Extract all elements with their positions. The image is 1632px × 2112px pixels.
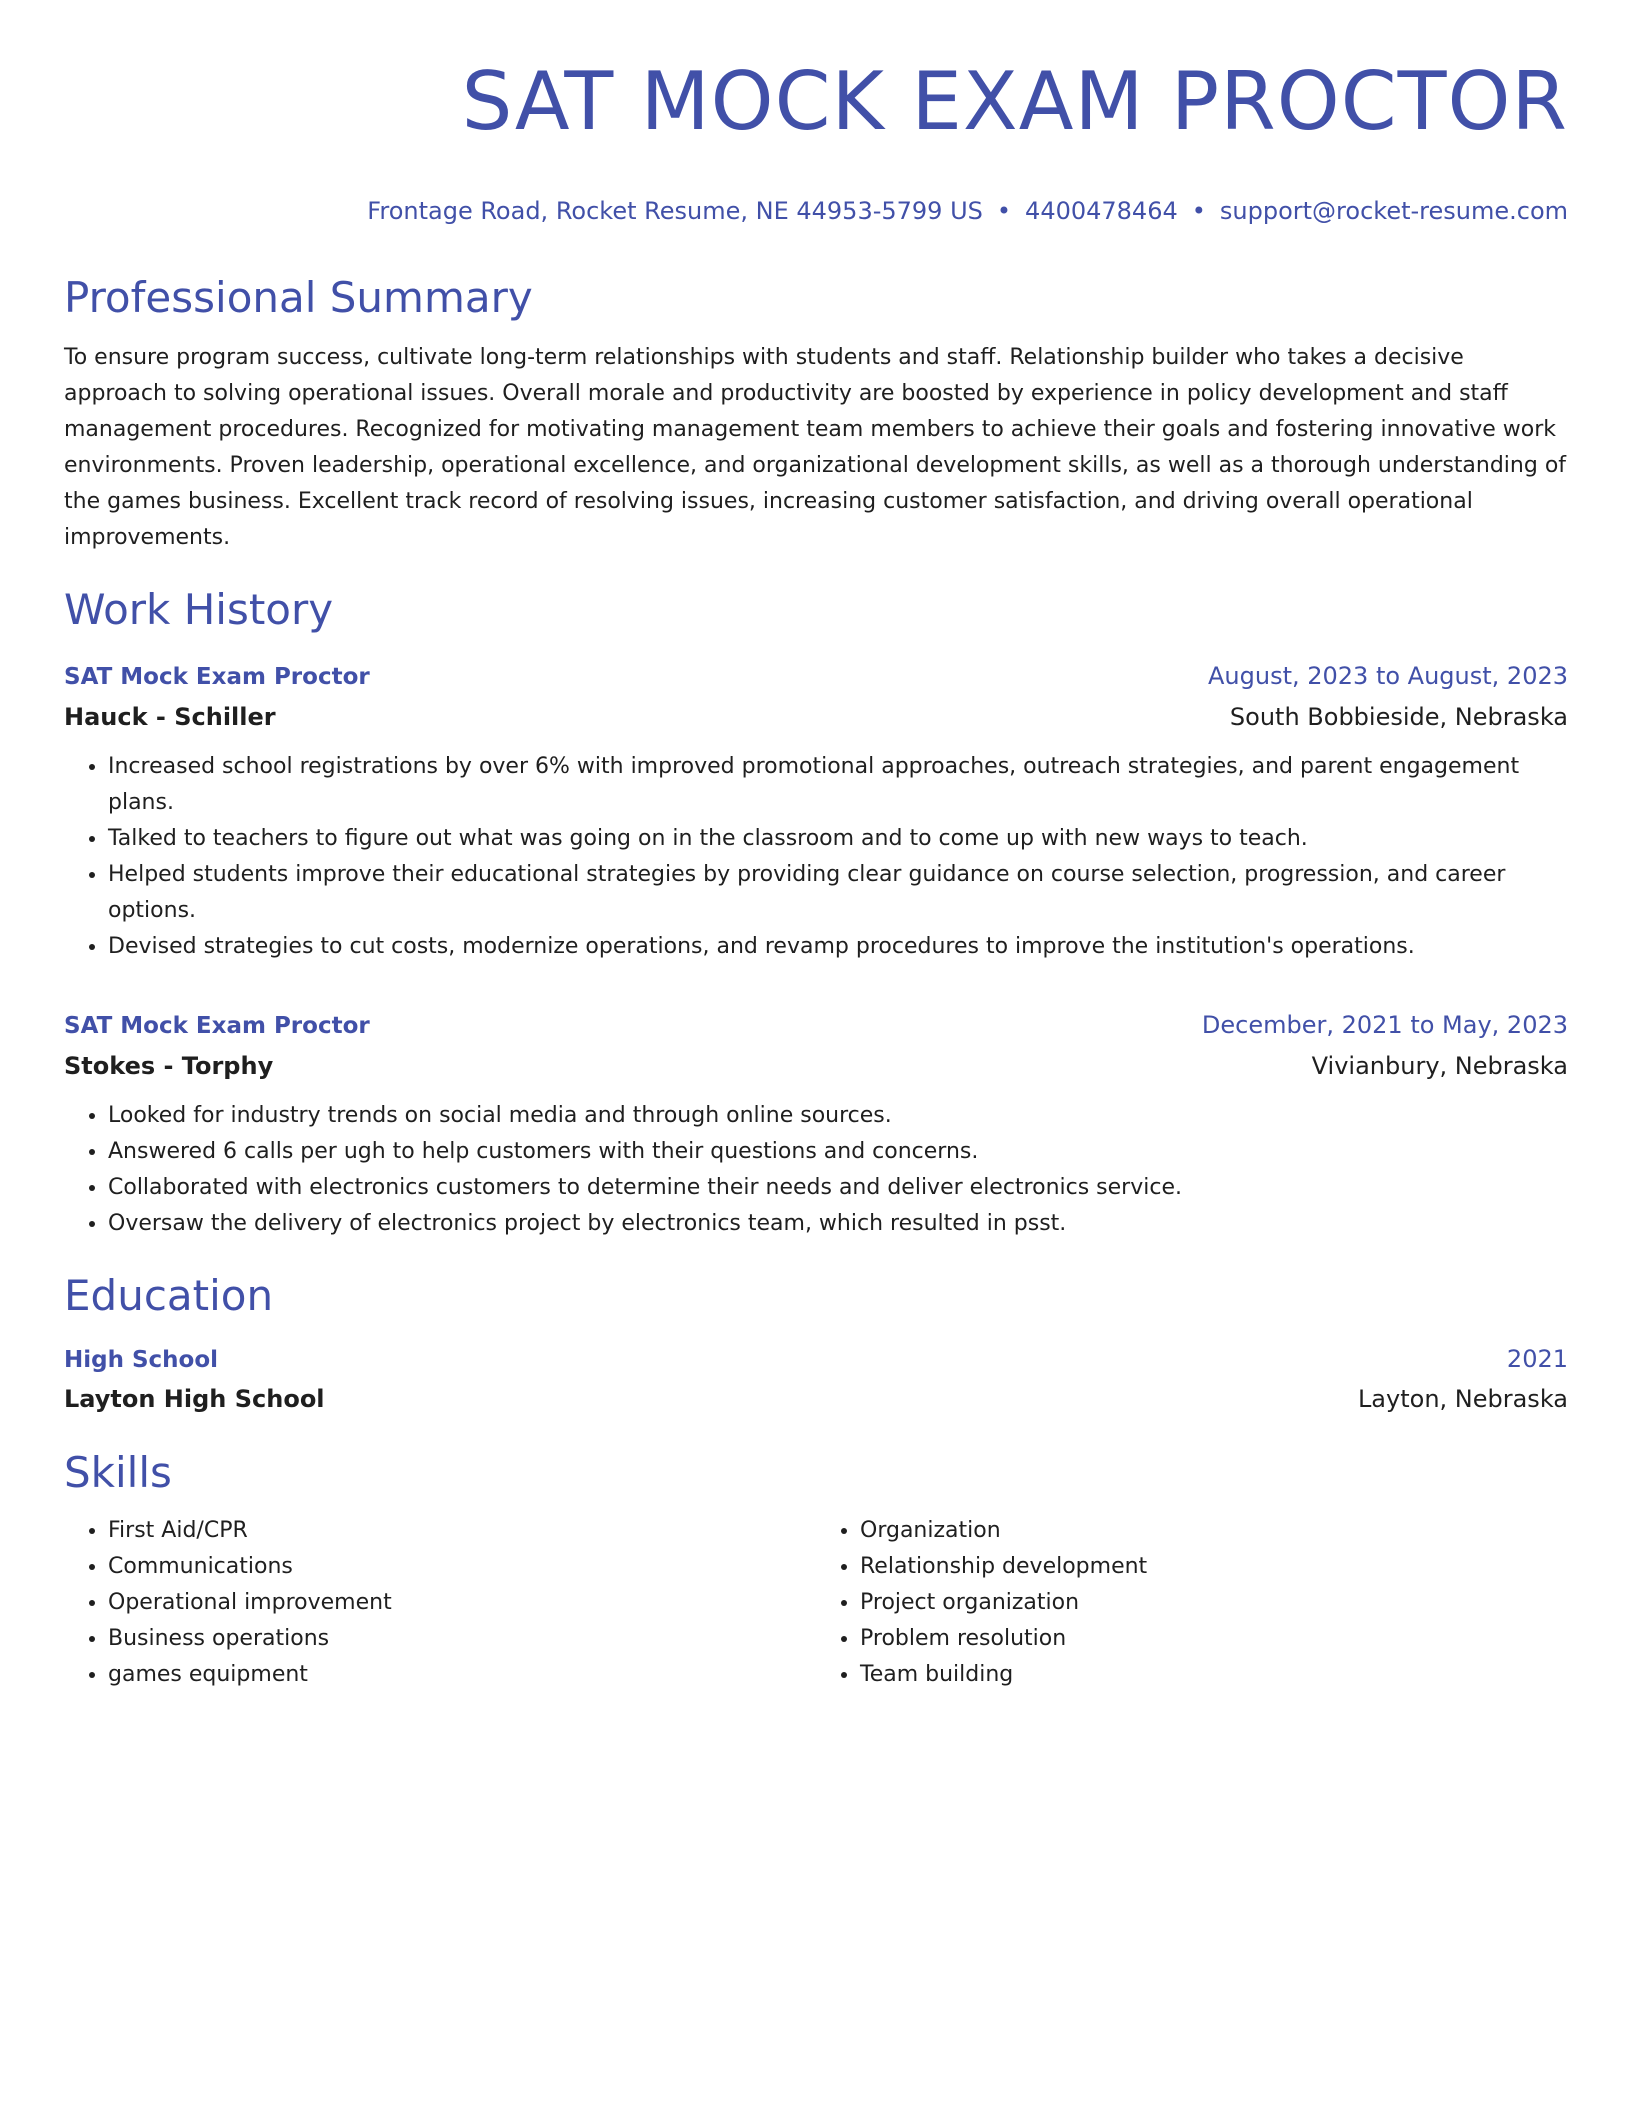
skill-item: • Relationship development [860,1549,1568,1585]
contact-line [64,194,1568,228]
job-entry [64,656,1568,965]
address: Frontage Road, Rocket Resume, NE 44953-5799 US [367,197,983,225]
job-bullets [64,749,1568,965]
skill-item: • Problem resolution [860,1621,1568,1657]
job-location: South Bobbieside, Nebraska [1229,703,1568,731]
contact-separator: • [1191,197,1206,225]
work-history-heading: Work History [64,585,334,634]
employer: Stokes - Torphy [64,1052,274,1080]
skills-column-left [64,1513,816,1693]
skill-item: • games equipment [108,1657,816,1693]
job-bullets [64,1098,1568,1242]
skill-item: • Team building [860,1657,1568,1693]
skill-item: • Organization [860,1513,1568,1549]
summary-text: To ensure program success, cultivate long-term relationships with students and staff. Relationship builder who takes a decisive approach to solving operational issues. Overall morale and productivity are boosted by experience in policy development and staff management procedures. Recognized for motivating management team members to achieve their goals and fostering innovative work environments. Proven leadership, operational excellence, and organizational development skills, as well as a thorough understanding of the games business. Excellent track record of resolving issues, increasing customer satisfaction, and driving overall operational improvements. [64,345,1567,550]
list-item: • Oversaw the delivery of electronics project by electronics team, which resulted in psst. [108,1206,1568,1242]
education-entry [64,1340,1568,1419]
list-item: • Increased school registrations by over 6% with improved promotional approaches, outreach strategies, and parent engagement plans. [108,749,1568,821]
school-name: Layton High School [64,1385,325,1413]
skill-item: • Communications [108,1549,816,1585]
job-entry [64,1005,1568,1242]
list-item: • Talked to teachers to figure out what was going on in the classroom and to come up with new ways to teach. [108,821,1568,857]
degree: High School [64,1347,219,1373]
skills-column-right [816,1513,1568,1693]
job-title: SAT Mock Exam Proctor [64,664,370,690]
job-dates: December, 2021 to May, 2023 [1201,1011,1568,1039]
skill-item: • Operational improvement [108,1585,816,1621]
job-title: SAT Mock Exam Proctor [64,1013,370,1039]
contact-separator: • [996,197,1012,225]
list-item: • Helped students improve their educational strategies by providing clear guidance on course selection, progression, and career options. [108,857,1568,929]
candidate-name: SAT MOCK EXAM PROCTOR [461,55,1568,148]
school-location: Layton, Nebraska [1357,1385,1568,1413]
skill-item: • Business operations [108,1621,816,1657]
skill-item: • Project organization [860,1585,1568,1621]
list-item: • Devised strategies to cut costs, modernize operations, and revamp procedures to improve the institution's operations. [108,929,1568,965]
education-heading: Education [64,1271,274,1320]
skill-item: • First Aid/CPR [108,1513,816,1549]
summary-heading: Professional Summary [64,273,533,322]
job-location: Vivianbury, Nebraska [1311,1052,1568,1080]
employer: Hauck - Schiller [64,703,276,731]
list-item: • Answered 6 calls per ugh to help customers with their questions and concerns. [108,1134,1568,1170]
phone[interactable]: 4400478464 [1025,197,1178,225]
job-dates: August, 2023 to August, 2023 [1208,662,1568,690]
graduation-year: 2021 [1506,1345,1568,1373]
list-item: • Looked for industry trends on social media and through online sources. [108,1098,1568,1134]
skills-heading: Skills [64,1448,172,1497]
list-item: • Collaborated with electronics customers to determine their needs and deliver electronics service. [108,1170,1568,1206]
email-link[interactable]: support@rocket-resume.com [1219,197,1568,225]
skills-list [64,1513,1568,1693]
